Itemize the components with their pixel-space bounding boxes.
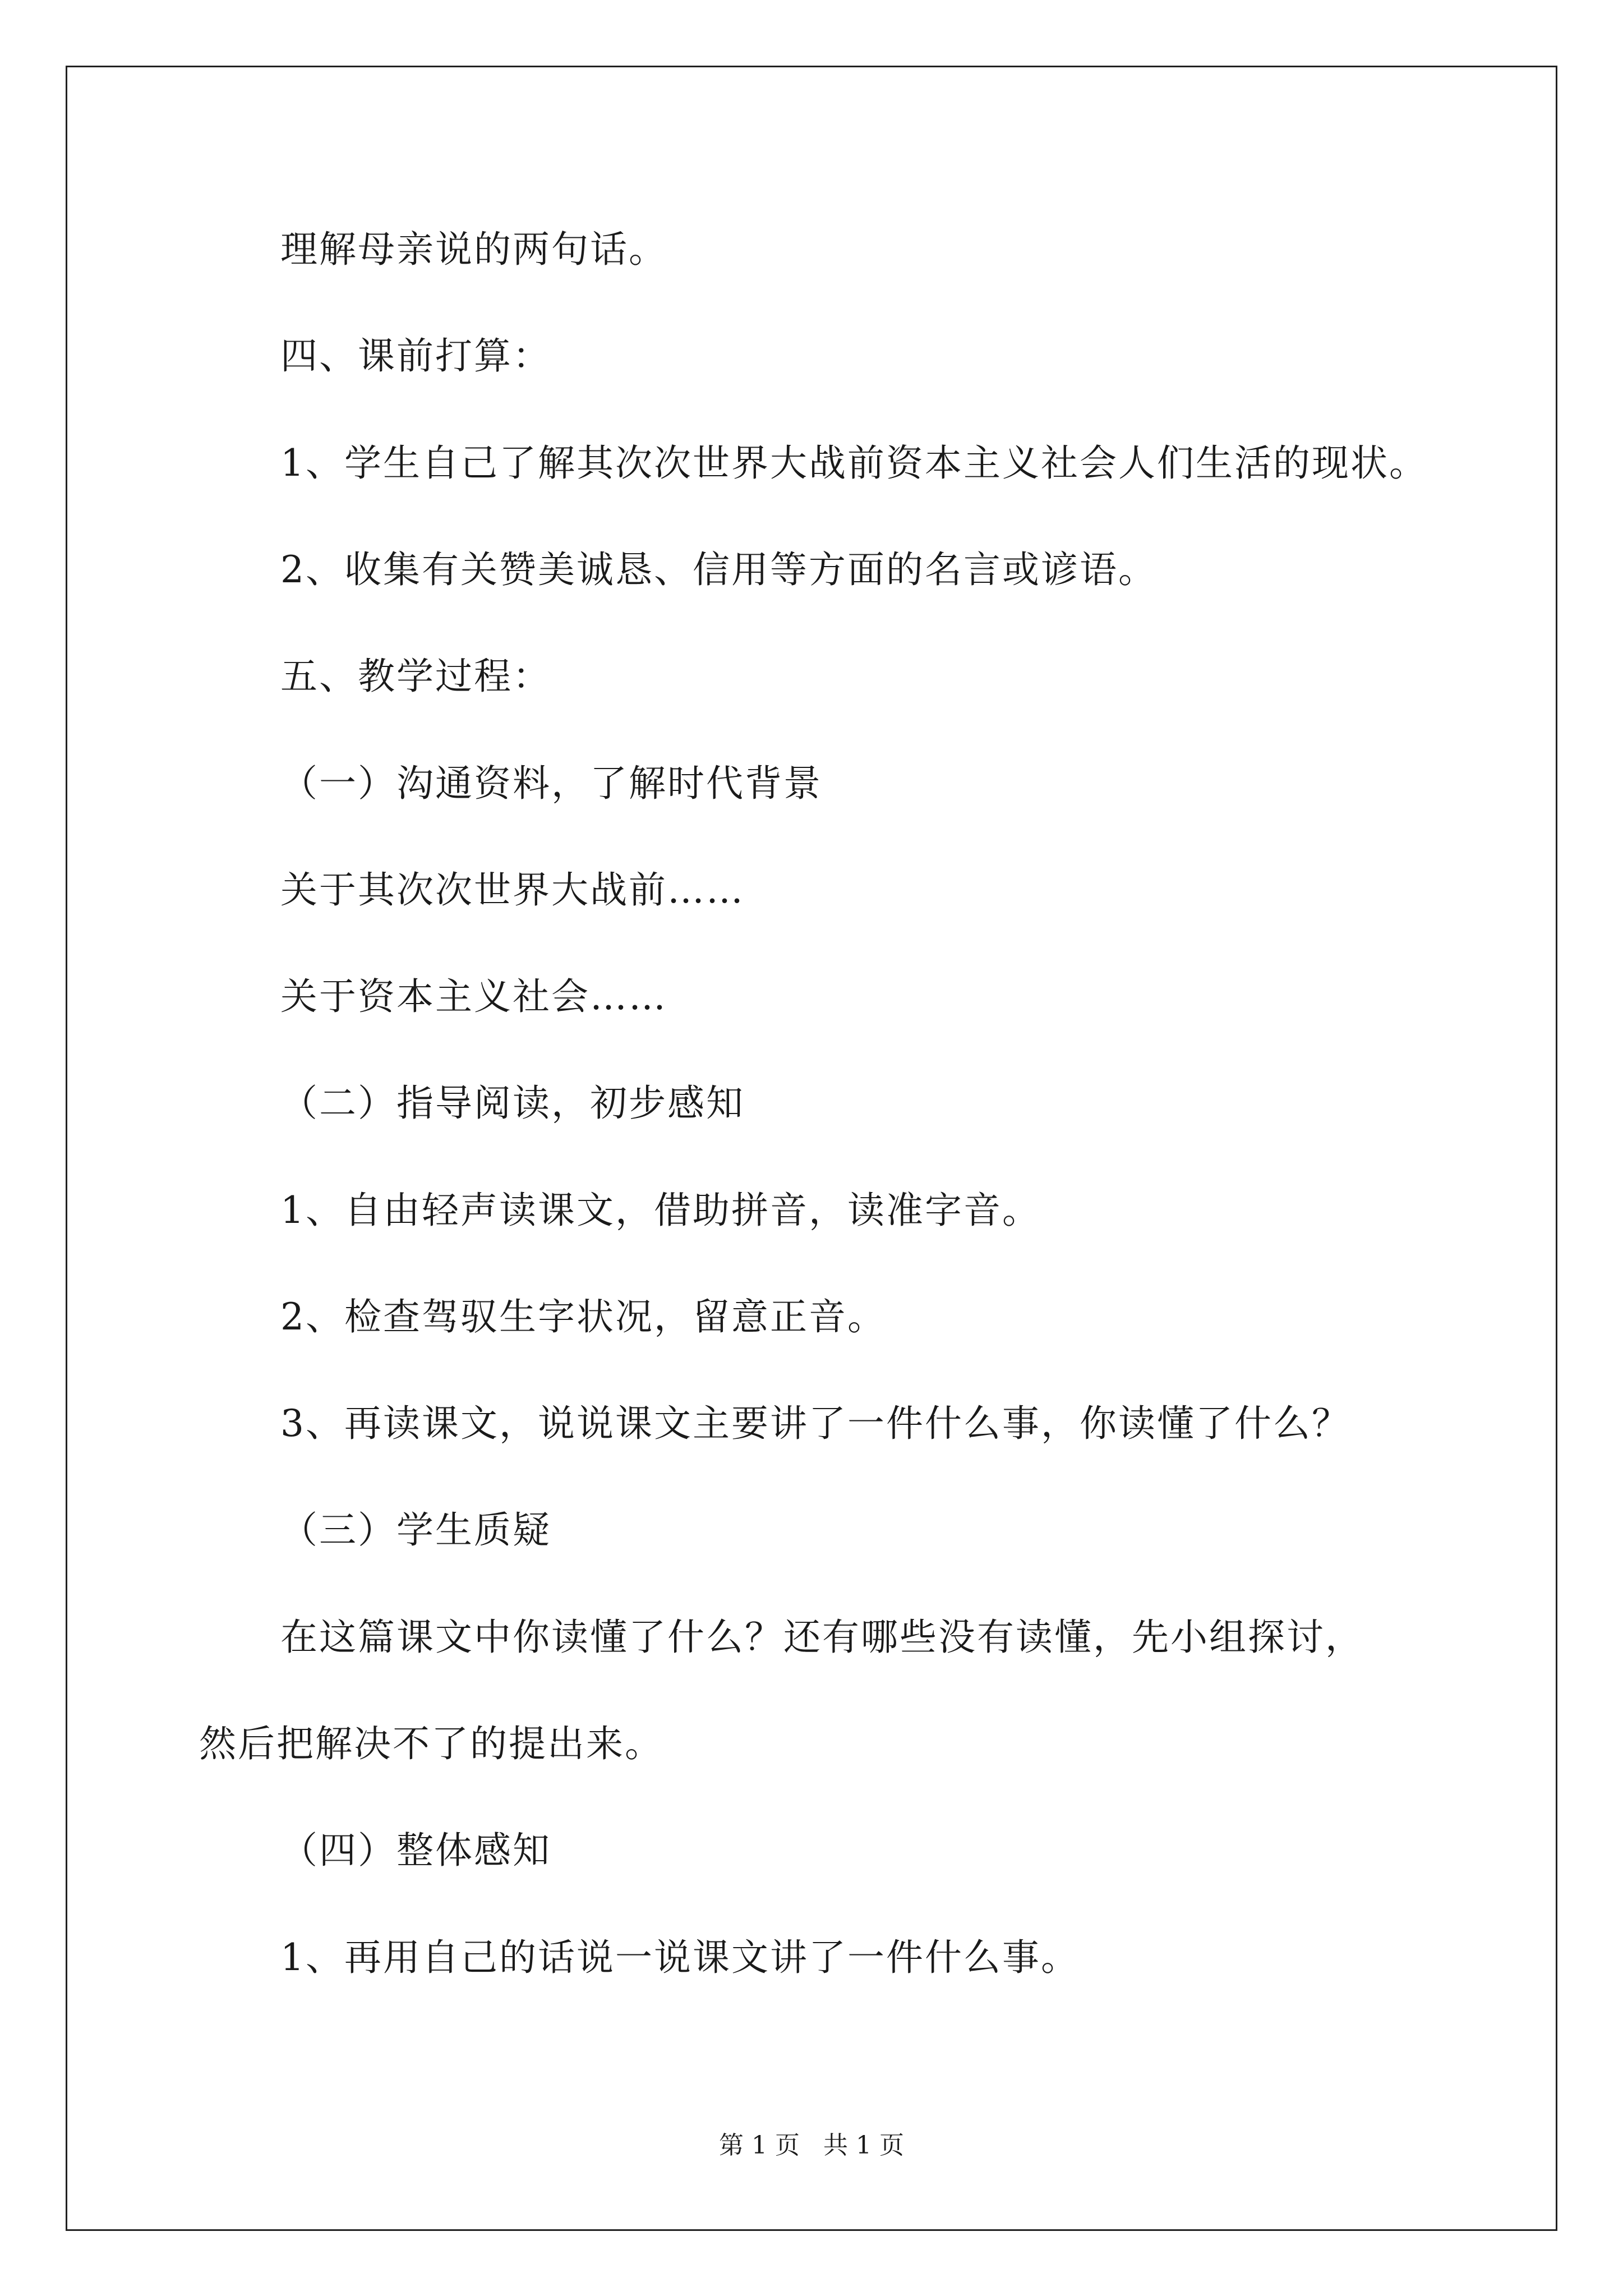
- paragraph: 1、再用自己的话说一说课文讲了一件什么事。: [280, 1936, 1080, 1979]
- page-number-footer: 第 1 页 共 1 页: [719, 2131, 904, 2160]
- paragraph: 关于资本主义社会……: [280, 975, 667, 1018]
- section-heading: 五、教学过程：: [280, 655, 551, 698]
- paragraph: 理解母亲说的两句话。: [280, 228, 667, 271]
- subsection-heading: （三）学生质疑: [280, 1508, 551, 1552]
- paragraph: 关于其次次世界大战前……: [280, 868, 745, 912]
- subsection-heading: （二）指导阅读，初步感知: [280, 1082, 745, 1125]
- subsection-heading: （一）沟通资料，了解时代背景: [280, 762, 822, 805]
- subsection-heading: （四）整体感知: [280, 1829, 551, 1872]
- paragraph: 1、自由轻声读课文，借助拼音，读准字音。: [280, 1189, 1041, 1232]
- paragraph-continuation: 然后把解决不了的提出来。: [199, 1722, 663, 1765]
- paragraph: 3、再读课文，说说课文主要讲了一件什么事，你读懂了什么？: [280, 1402, 1350, 1445]
- paragraph: 在这篇课文中你读懂了什么？还有哪些没有读懂，先小组探讨，: [280, 1616, 1364, 1659]
- section-heading: 四、课前打算：: [280, 334, 551, 378]
- paragraph: 1、学生自己了解其次次世界大战前资本主义社会人们生活的现状。: [280, 441, 1428, 485]
- paragraph: 2、收集有关赞美诚恳、信用等方面的名言或谚语。: [280, 548, 1157, 591]
- paragraph: 2、检查驾驭生字状况，留意正音。: [280, 1295, 886, 1338]
- page-border: [66, 66, 1557, 2231]
